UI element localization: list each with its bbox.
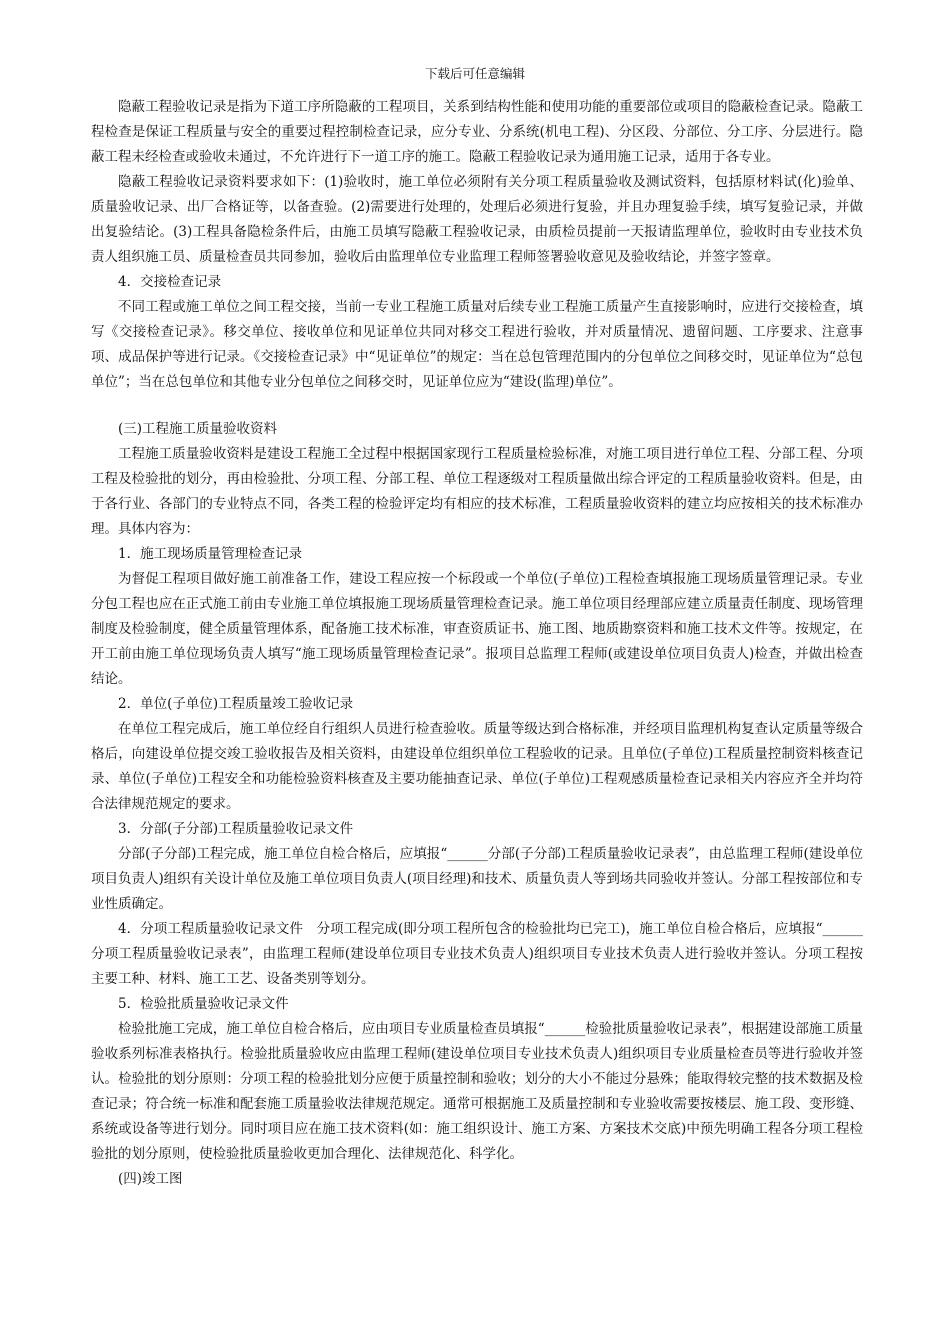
body-paragraph: 不同工程或施工单位之间工程交接，当前一专业工程施工质量对后续专业工程施工质量产生直接影响时，应进行交接检查，填写《交接检查记录》。移交单位、接收单位和见证单位共同对移交工程进行验收，并对质量情况、遗留问题、工序要求、注意事项、成品保护等进行记录。《交接检查记录》中“见证单位”的规定：当在总包管理范围内的分包单位之间移交时，见证单位为“总包单位”；当在总包单位和其他专业分包单位之间移交时，见证单位应为“建设(监理)单位”。 — [91, 299, 863, 390]
body-paragraph: 工程施工质量验收资料是建设工程施工全过程中根据国家现行工程质量检验标准，对施工项目进行单位工程、分部工程、分项工程及检验批的划分，再由检验批、分项工程、分部工程、单位工程逐级对工程质量做出综合评定的工程质量验收资料。但是，由于各行业、各部门的专业特点不同，各类工程的检验评定均有相应的技术标准，工程质量验收资料的建立均应按相关的技术标准办理。具体内容为： — [91, 446, 863, 537]
paragraph-gap — [91, 395, 863, 417]
body-paragraph: 在单位工程完成后，施工单位经自行组织人员进行检查验收。质量等级达到合格标准，并经项目监理机构复查认定质量等级合格后，向建设单位提交竣工验收报告及相关资料，由建设单位组织单位工程验收的记录。且单位(子单位)工程质量控制资料核查记录、单位(子单位)工程安全和功能检验资料核查及主要功能抽查记录、单位(子单位)工程观感质量检查记录相关内容应齐全并均符合法律规范规定的要求。 — [91, 721, 863, 812]
section-heading: (四)竣工图 — [118, 1171, 183, 1187]
body-paragraph: 隐蔽工程验收记录是指为下道工序所隐蔽的工程项目，关系到结构性能和使用功能的重要部位或项目的隐蔽检查记录。隐蔽工程检查是保证工程质量与安全的重要过程控制检查记录，应分专业、分系统(机电工程)、分区段、分部位、分工序、分层进行。隐蔽工程未经检查或验收未通过，不允许进行下一道工序的施工。隐蔽工程验收记录为通用施工记录，适用于各专业。 — [91, 99, 863, 165]
body-paragraph: 4．分项工程质量验收记录文件 分项工程完成(即分项工程所包含的检验批均已完工)，施工单位自检合格后，应填报“______分项工程质量验收记录表”，由监理工程师(建设单位项目专业技术负责人)组织项目专业技术负责人进行验收并签认。分项工程按主要工种、材料、施工工艺、设备类别等划分。 — [91, 921, 863, 987]
body-paragraph: 为督促工程项目做好施工前准备工作，建设工程应按一个标段或一个单位(子单位)工程检查填报施工现场质量管理记录。专业分包工程也应在正式施工前由专业施工单位填报施工现场质量管理检查记录。施工单位项目经理部应建立质量责任制度、现场管理制度及检验制度，健全质量管理体系，配备施工技术标准，审查资质证书、施工图、地质勘察资料和施工技术文件等。按规定，在开工前由施工单位现场负责人填写“施工现场质量管理检查记录”。报项目总监理工程师(或建设单位项目负责人)检查，并做出检查结论。 — [91, 571, 863, 687]
section-heading: 4．交接检查记录 — [118, 274, 222, 290]
body-paragraph: 隐蔽工程验收记录资料要求如下：(1)验收时，施工单位必须附有关分项工程质量验收及测试资料，包括原材料试(化)验单、质量验收记录、出厂合格证等，以备查验。(2)需要进行处理的，处理后必须进行复验，并且办理复验手续，填写复验记录，并做出复验结论。(3)工程具备隐检条件后，由施工员填写隐蔽工程验收记录，由质检员提前一天报请监理单位，验收时由专业技术负责人组织施工员、质量检查员共同参加，验收后由监理单位专业监理工程师签署验收意见及验收结论，并签字签章。 — [91, 174, 863, 265]
page-header: 下载后可任意编辑 — [424, 66, 525, 81]
body-paragraph: 检验批施工完成，施工单位自检合格后，应由项目专业质量检查员填报“______检验批质量验收记录表”，根据建设部施工质量验收系列标准表格执行。检验批质量验收应由监理工程师(建设单位项目专业技术负责人)组织项目专业质量检查员等进行验收并签认。检验批的划分原则：分项工程的检验批划分应便于质量控制和验收；划分的大小不能过分悬殊；能取得较完整的技术数据及检查记录；符合统一标准和配套施工质量验收法律规范规定。通常可根据施工及质量控制和专业验收需要按楼层、施工段、变形缝、系统或设备等进行划分。同时项目应在施工技术资料(如：施工组织设计、施工方案、方案技术交底)中预先明确工程各分项工程检验批的划分原则，使检验批质量验收更加合理化、法律规范化、科学化。 — [91, 1021, 863, 1162]
body-paragraph: 分部(子分部)工程完成，施工单位自检合格后，应填报“______分部(子分部)工程质量验收记录表”，由总监理工程师(建设单位项目负责人)组织有关设计单位及施工单位项目负责人(项目经理)和技术、质量负责人等到场共同验收并签认。分部工程按部位和专业性质确定。 — [91, 846, 863, 912]
section-heading: 5．检验批质量验收记录文件 — [118, 996, 289, 1012]
section-heading: 2．单位(子单位)工程质量竣工验收记录 — [118, 696, 354, 712]
section-heading: (三)工程施工质量验收资料 — [118, 421, 278, 437]
section-heading: 3．分部(子分部)工程质量验收记录文件 — [118, 821, 354, 837]
section-heading: 1．施工现场质量管理检查记录 — [118, 546, 303, 562]
document-body — [91, 95, 863, 1192]
